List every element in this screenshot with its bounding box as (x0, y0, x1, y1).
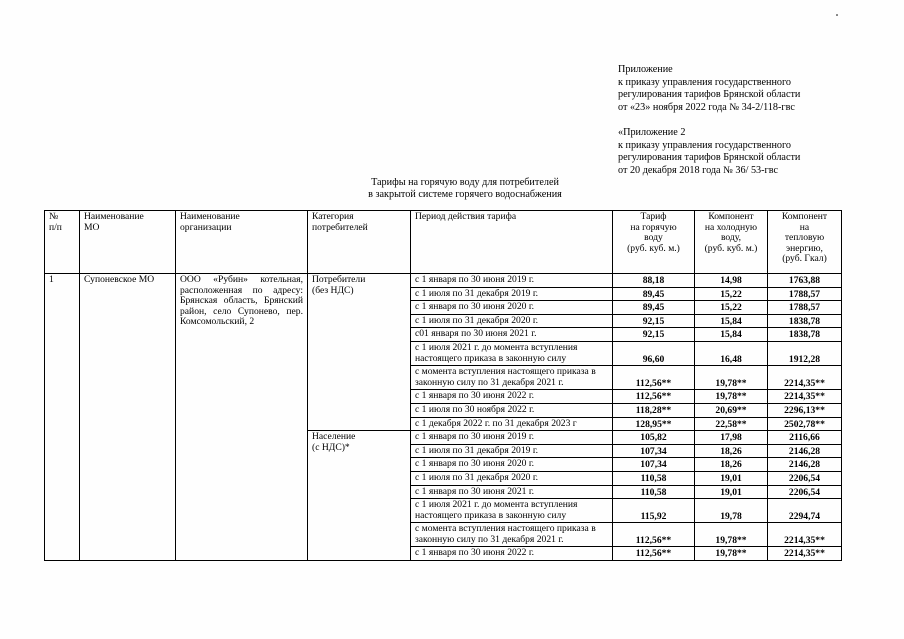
tariff-value: 107,34 (613, 458, 695, 472)
tariff-value: 105,82 (613, 431, 695, 445)
tariff-table (44, 210, 842, 561)
heat-energy-value: 2214,35** (768, 366, 842, 390)
heat-energy-value: 2214,35** (768, 390, 842, 404)
cold-water-value: 20,69** (695, 403, 768, 417)
cold-water-value: 15,84 (695, 328, 768, 342)
period-cell: с момента вступления настоящего приказа в законную силу по 31 декабря 2021 г. (411, 366, 613, 390)
scan-speck (836, 14, 838, 16)
cold-water-value: 19,78** (695, 366, 768, 390)
table-header-row (45, 211, 842, 274)
consumer-category-line: Потребители (312, 274, 366, 285)
period-cell: с 1 января по 30 июня 2022 г. (411, 547, 613, 561)
period-cell: с 1 июля по 31 декабря 2020 г. (411, 314, 613, 328)
heat-energy-value: 1788,57 (768, 301, 842, 315)
appendix-header (618, 64, 800, 114)
period-cell: с 1 января по 30 июня 2019 г. (411, 431, 613, 445)
appendix-2-header-line: регулирования тарифов Брянской области (618, 152, 801, 163)
heat-energy-value: 2146,28 (768, 444, 842, 458)
appendix-2-header-line: «Приложение 2 (618, 127, 686, 138)
cold-water-value: 19,78 (695, 499, 768, 523)
row-number: 1 (45, 274, 80, 561)
heat-energy-value: 2502,78** (768, 417, 842, 431)
cold-water-value: 18,26 (695, 444, 768, 458)
appendix-header-line: регулирования тарифов Брянской области (618, 89, 801, 100)
appendix-2-header-line: от 20 декабря 2018 года № 36/ 53-гвс (618, 164, 778, 176)
appendix-header-line: от «23» ноября 2022 года № 34-2/118-гвс (618, 101, 795, 113)
heat-energy-value: 1763,88 (768, 274, 842, 288)
cold-water-value: 15,22 (695, 287, 768, 301)
period-cell: с 1 декабря 2022 г. по 31 декабря 2023 г (411, 417, 613, 431)
tariff-value: 112,56** (613, 366, 695, 390)
consumer-category-line: Население (312, 431, 356, 443)
organization-cell: ООО «Рубин» котельная, расположенная по адресу: Брянская область, Брянский район, село Супонево, пер. Комсомольский, 2 (176, 274, 308, 561)
heat-energy-value: 1838,78 (768, 328, 842, 342)
period-cell: с 1 июля по 31 декабря 2019 г. (411, 444, 613, 458)
period-cell: с момента вступления настоящего приказа в законную силу по 31 декабря 2021 г. (411, 523, 613, 547)
period-cell: с 1 января по 30 июня 2021 г. (411, 485, 613, 499)
table-row (45, 274, 842, 288)
heat-energy-value: 2214,35** (768, 523, 842, 547)
cold-water-value: 15,84 (695, 314, 768, 328)
cold-water-value: 19,01 (695, 471, 768, 485)
header-tariff: Тариф на горячую воду (руб. куб. м.) (613, 211, 695, 274)
heat-energy-value: 2116,66 (768, 431, 842, 445)
period-cell: с 1 января по 30 июня 2022 г. (411, 390, 613, 404)
consumer-category-cell (308, 274, 411, 431)
cold-water-value: 15,22 (695, 301, 768, 315)
cold-water-value: 14,98 (695, 274, 768, 288)
header-cold-water: Компонент на холодную воду, (руб. куб. м.) (695, 211, 768, 274)
appendix-header-line: Приложение (618, 64, 673, 75)
period-cell: с 1 июля по 31 декабря 2019 г. (411, 287, 613, 301)
consumer-category-line: (с НДС)* (312, 441, 350, 453)
consumer-category-line: (без НДС) (312, 284, 354, 296)
appendix-2-header (618, 127, 800, 177)
tariff-value: 96,60 (613, 341, 695, 365)
tariff-value: 89,45 (613, 301, 695, 315)
heat-energy-value: 2206,54 (768, 471, 842, 485)
document-title-line: в закрытой системе горячего водоснабжения (368, 188, 562, 200)
heat-energy-value: 2294,74 (768, 499, 842, 523)
heat-energy-value: 1912,28 (768, 341, 842, 365)
cold-water-value: 19,78** (695, 390, 768, 404)
tariff-value: 92,15 (613, 328, 695, 342)
period-cell: с 1 января по 30 июня 2019 г. (411, 274, 613, 288)
period-cell: с01 января по 30 июня 2021 г. (411, 328, 613, 342)
header-category: Категория потребителей (308, 211, 411, 274)
header-mo: Наименование МО (80, 211, 176, 274)
cold-water-value: 19,01 (695, 485, 768, 499)
municipality-cell: Супоневское МО (80, 274, 176, 561)
tariff-value: 89,45 (613, 287, 695, 301)
heat-energy-value: 2214,35** (768, 547, 842, 561)
cold-water-value: 19,78** (695, 547, 768, 561)
tariff-value: 88,18 (613, 274, 695, 288)
period-cell: с 1 января по 30 июня 2020 г. (411, 458, 613, 472)
header-heat-energy: Компонент на тепловую энергию, (руб. Гкал) (768, 211, 842, 274)
tariff-value: 92,15 (613, 314, 695, 328)
tariff-value: 112,56** (613, 547, 695, 561)
tariff-value: 118,28** (613, 403, 695, 417)
tariff-value: 107,34 (613, 444, 695, 458)
heat-energy-value: 2146,28 (768, 458, 842, 472)
document-title-line: Тарифы на горячую воду для потребителей (371, 177, 559, 188)
appendix-2-header-line: к приказу управления государственного (618, 139, 792, 151)
appendix-header-line: к приказу управления государственного (618, 76, 792, 88)
tariff-value: 112,56** (613, 390, 695, 404)
period-cell: с 1 июля 2021 г. до момента вступления настоящего приказа в законную силу (411, 499, 613, 523)
tariff-value: 112,56** (613, 523, 695, 547)
cold-water-value: 17,98 (695, 431, 768, 445)
header-period: Период действия тарифа (411, 211, 613, 274)
heat-energy-value: 2206,54 (768, 485, 842, 499)
tariff-value: 115,92 (613, 499, 695, 523)
heat-energy-value: 1788,57 (768, 287, 842, 301)
period-cell: с 1 июля 2021 г. до момента вступления настоящего приказа в законную силу (411, 341, 613, 365)
period-cell: с 1 июля по 31 декабря 2020 г. (411, 471, 613, 485)
cold-water-value: 16,48 (695, 341, 768, 365)
header-num: № п/п (45, 211, 80, 274)
tariff-value: 128,95** (613, 417, 695, 431)
cold-water-value: 19,78** (695, 523, 768, 547)
consumer-category-cell (308, 431, 411, 561)
header-org: Наименование организации (176, 211, 308, 274)
tariff-value: 110,58 (613, 485, 695, 499)
heat-energy-value: 1838,78 (768, 314, 842, 328)
period-cell: с 1 июля по 30 ноября 2022 г. (411, 403, 613, 417)
cold-water-value: 18,26 (695, 458, 768, 472)
period-cell: с 1 января по 30 июня 2020 г. (411, 301, 613, 315)
tariff-value: 110,58 (613, 471, 695, 485)
cold-water-value: 22,58** (695, 417, 768, 431)
document-title (344, 177, 586, 200)
heat-energy-value: 2296,13** (768, 403, 842, 417)
